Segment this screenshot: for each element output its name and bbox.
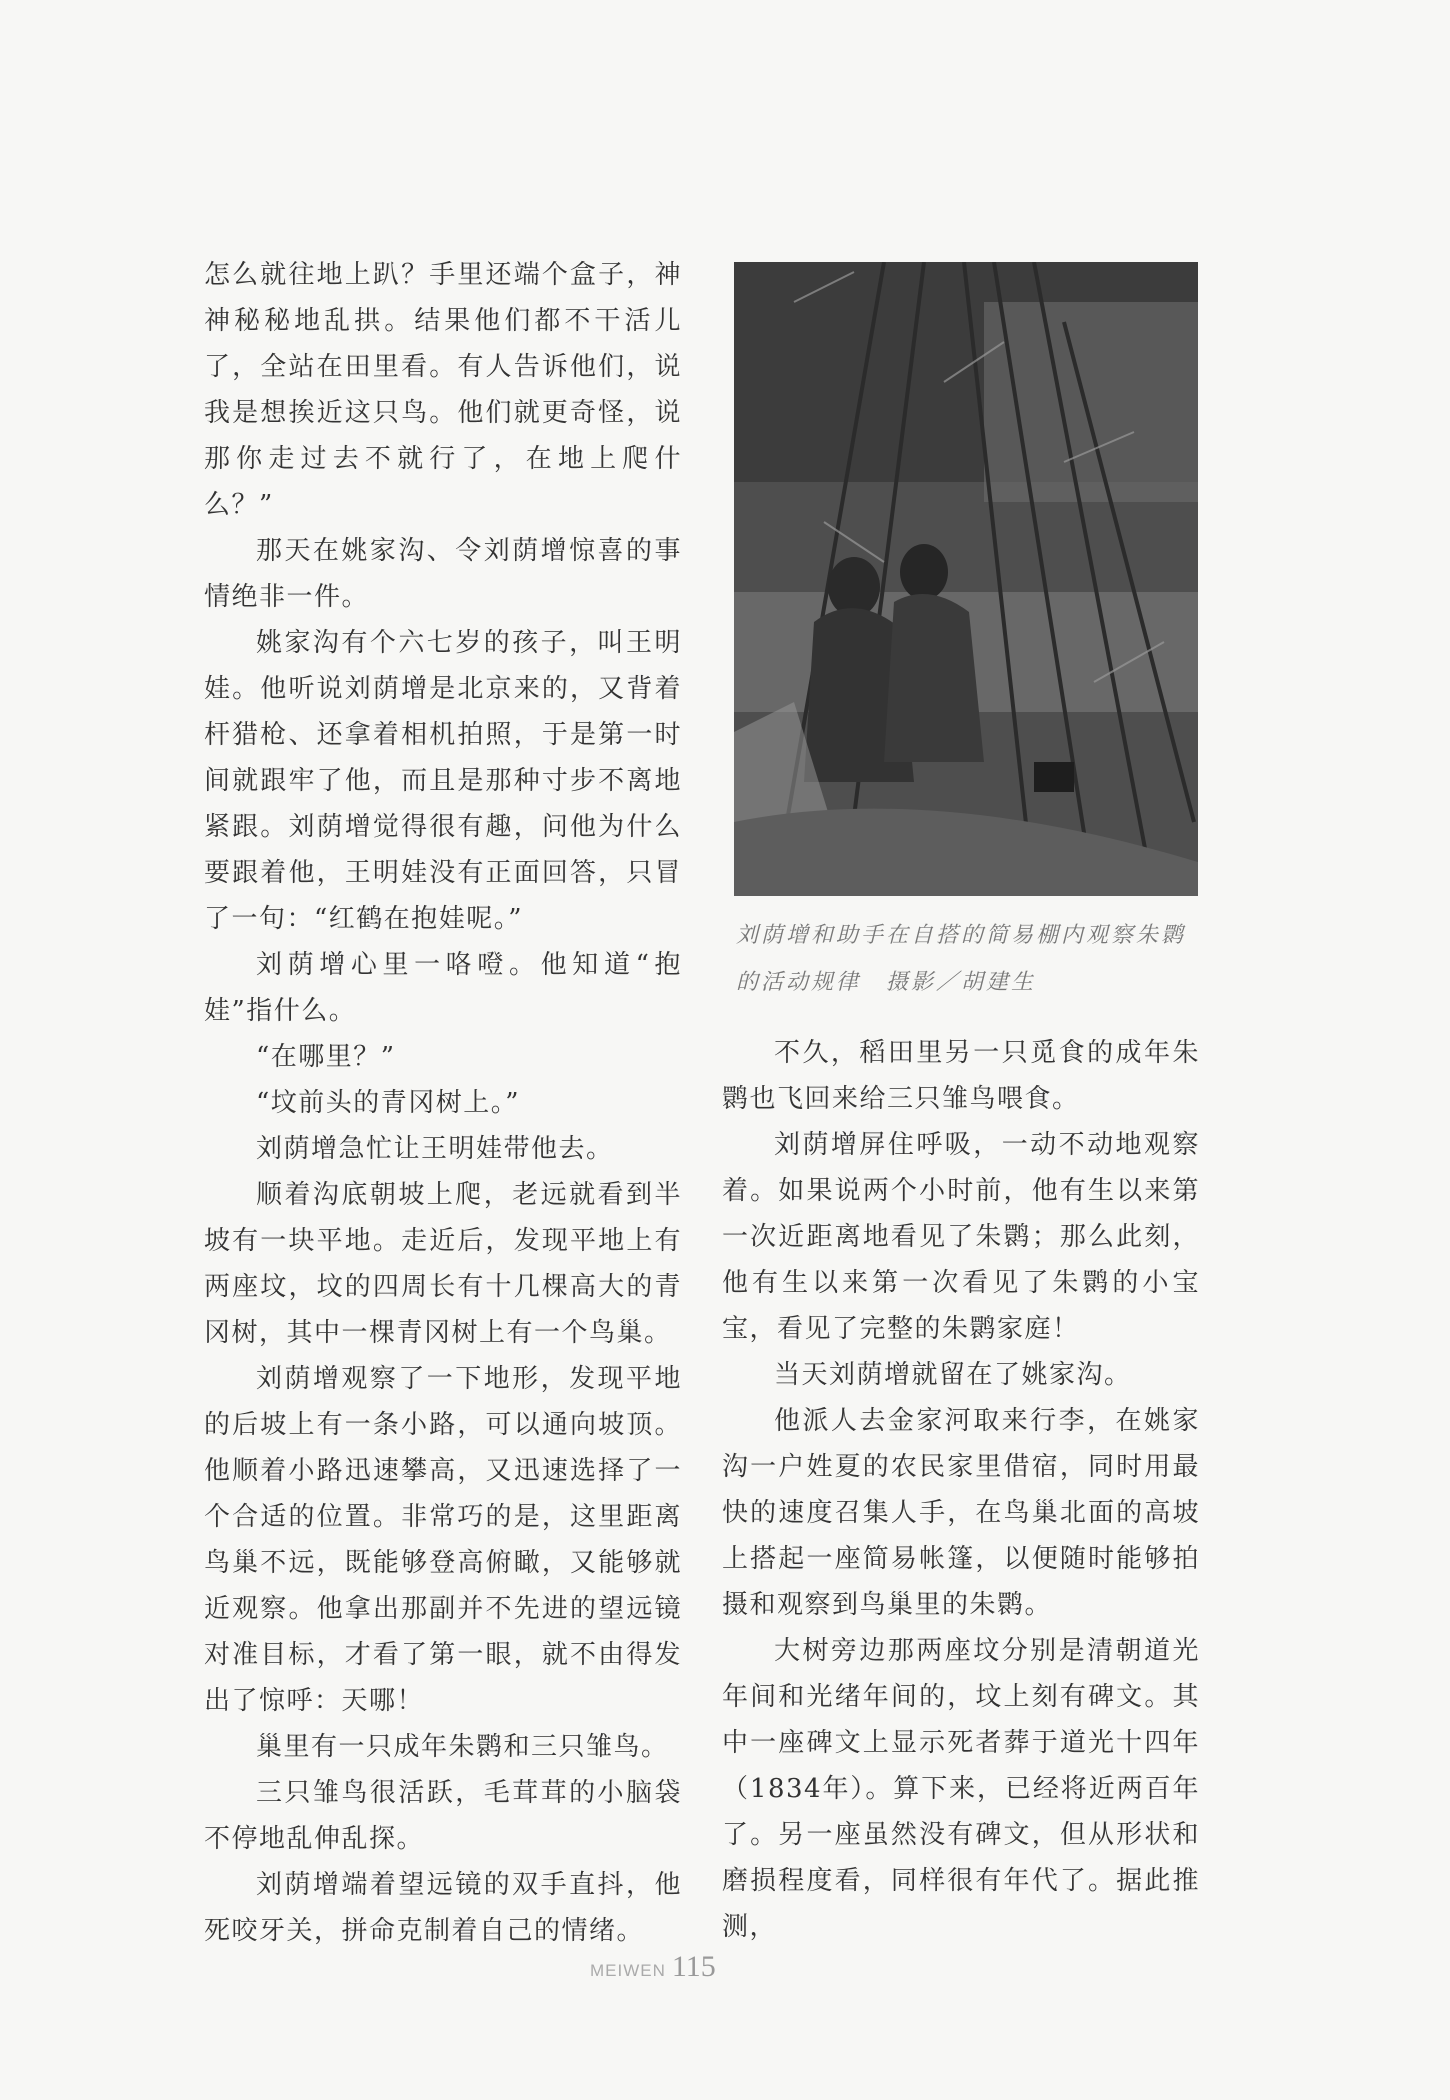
paragraph: 那天在姚家沟、令刘荫增惊喜的事情绝非一件。 <box>204 536 682 612</box>
page-number: 115 <box>671 1950 716 1983</box>
paragraph: 他派人去金家河取来行李，在姚家沟一户姓夏的农民家里借宿，同时用最快的速度召集人手，在鸟巢北面的高坡上搭起一座简易帐篷，以便随时能够拍摄和观察到鸟巢里的朱鹮。 <box>722 1406 1200 1620</box>
paragraph: 巢里有一只成年朱鹮和三只雏鸟。 <box>256 1732 669 1762</box>
right-text-column <box>722 1030 1200 1950</box>
paragraph: 姚家沟有个六七岁的孩子，叫王明娃。他听说刘荫增是北京来的，又背着杆猎枪、还拿着相机拍照，于是第一时间就跟牢了他，而且是那种寸步不离地紧跟。刘荫增觉得很有趣，问他为什么要跟着他，王明娃没有正面回答，只冒了一句：“红鹤在抱娃呢。” <box>204 628 682 934</box>
paragraph: “坟前头的青冈树上。” <box>256 1088 521 1118</box>
photo-illustration <box>734 262 1198 896</box>
page-footer <box>590 1950 716 1984</box>
paragraph: 刘荫增端着望远镜的双手直抖，他死咬牙关，拼命克制着自己的情绪。 <box>204 1870 682 1946</box>
paragraph: 大树旁边那两座坟分别是清朝道光年间和光绪年间的，坟上刻有碑文。其中一座碑文上显示死者葬于道光十四年（1834年）。算下来，已经将近两百年了。另一座虽然没有碑文，但从形状和磨损程度看，同样很有年代了。据此推测， <box>722 1636 1200 1942</box>
paragraph: 当天刘荫增就留在了姚家沟。 <box>774 1360 1132 1390</box>
paragraph: 刘荫增屏住呼吸，一动不动地观察着。如果说两个小时前，他有生以来第一次近距离地看见了朱鹮；那么此刻，他有生以来第一次看见了朱鹮的小宝宝，看见了完整的朱鹮家庭！ <box>722 1130 1200 1344</box>
paragraph: 三只雏鸟很活跃，毛茸茸的小脑袋不停地乱伸乱探。 <box>204 1778 682 1854</box>
left-text-column <box>204 252 682 1954</box>
paragraph: 怎么就往地上趴？手里还端个盒子，神神秘秘地乱拱。结果他们都不干活儿了，全站在田里看。有人告诉他们，说我是想挨近这只鸟。他们就更奇怪，说那你走过去不就行了，在地上爬什么？” <box>204 260 682 520</box>
photo-caption: 刘荫增和助手在自搭的简易棚内观察朱鹮的活动规律 摄影／胡建生 <box>736 923 1187 995</box>
paragraph: 不久，稻田里另一只觅食的成年朱鹮也飞回来给三只雏鸟喂食。 <box>722 1038 1200 1114</box>
paragraph: 刘荫增心里一咯噔。他知道“抱娃”指什么。 <box>204 950 682 1026</box>
paragraph: 刘荫增急忙让王明娃带他去。 <box>256 1134 614 1164</box>
bamboo-shelter-photo <box>734 262 1198 896</box>
paragraph: 顺着沟底朝坡上爬，老远就看到半坡有一块平地。走近后，发现平地上有两座坟，坟的四周长有十几棵高大的青冈树，其中一棵青冈树上有一个鸟巢。 <box>204 1180 682 1348</box>
paragraph: “在哪里？” <box>256 1042 396 1072</box>
magazine-name: MEIWEN <box>590 1961 666 1980</box>
paragraph: 刘荫增观察了一下地形，发现平地的后坡上有一条小路，可以通向坡顶。他顺着小路迅速攀高，又迅速选择了一个合适的位置。非常巧的是，这里距离鸟巢不远，既能够登高俯瞰，又能够就近观察。他拿出那副并不先进的望远镜对准目标，才看了第一眼，就不由得发出了惊呼：天哪！ <box>204 1364 682 1716</box>
